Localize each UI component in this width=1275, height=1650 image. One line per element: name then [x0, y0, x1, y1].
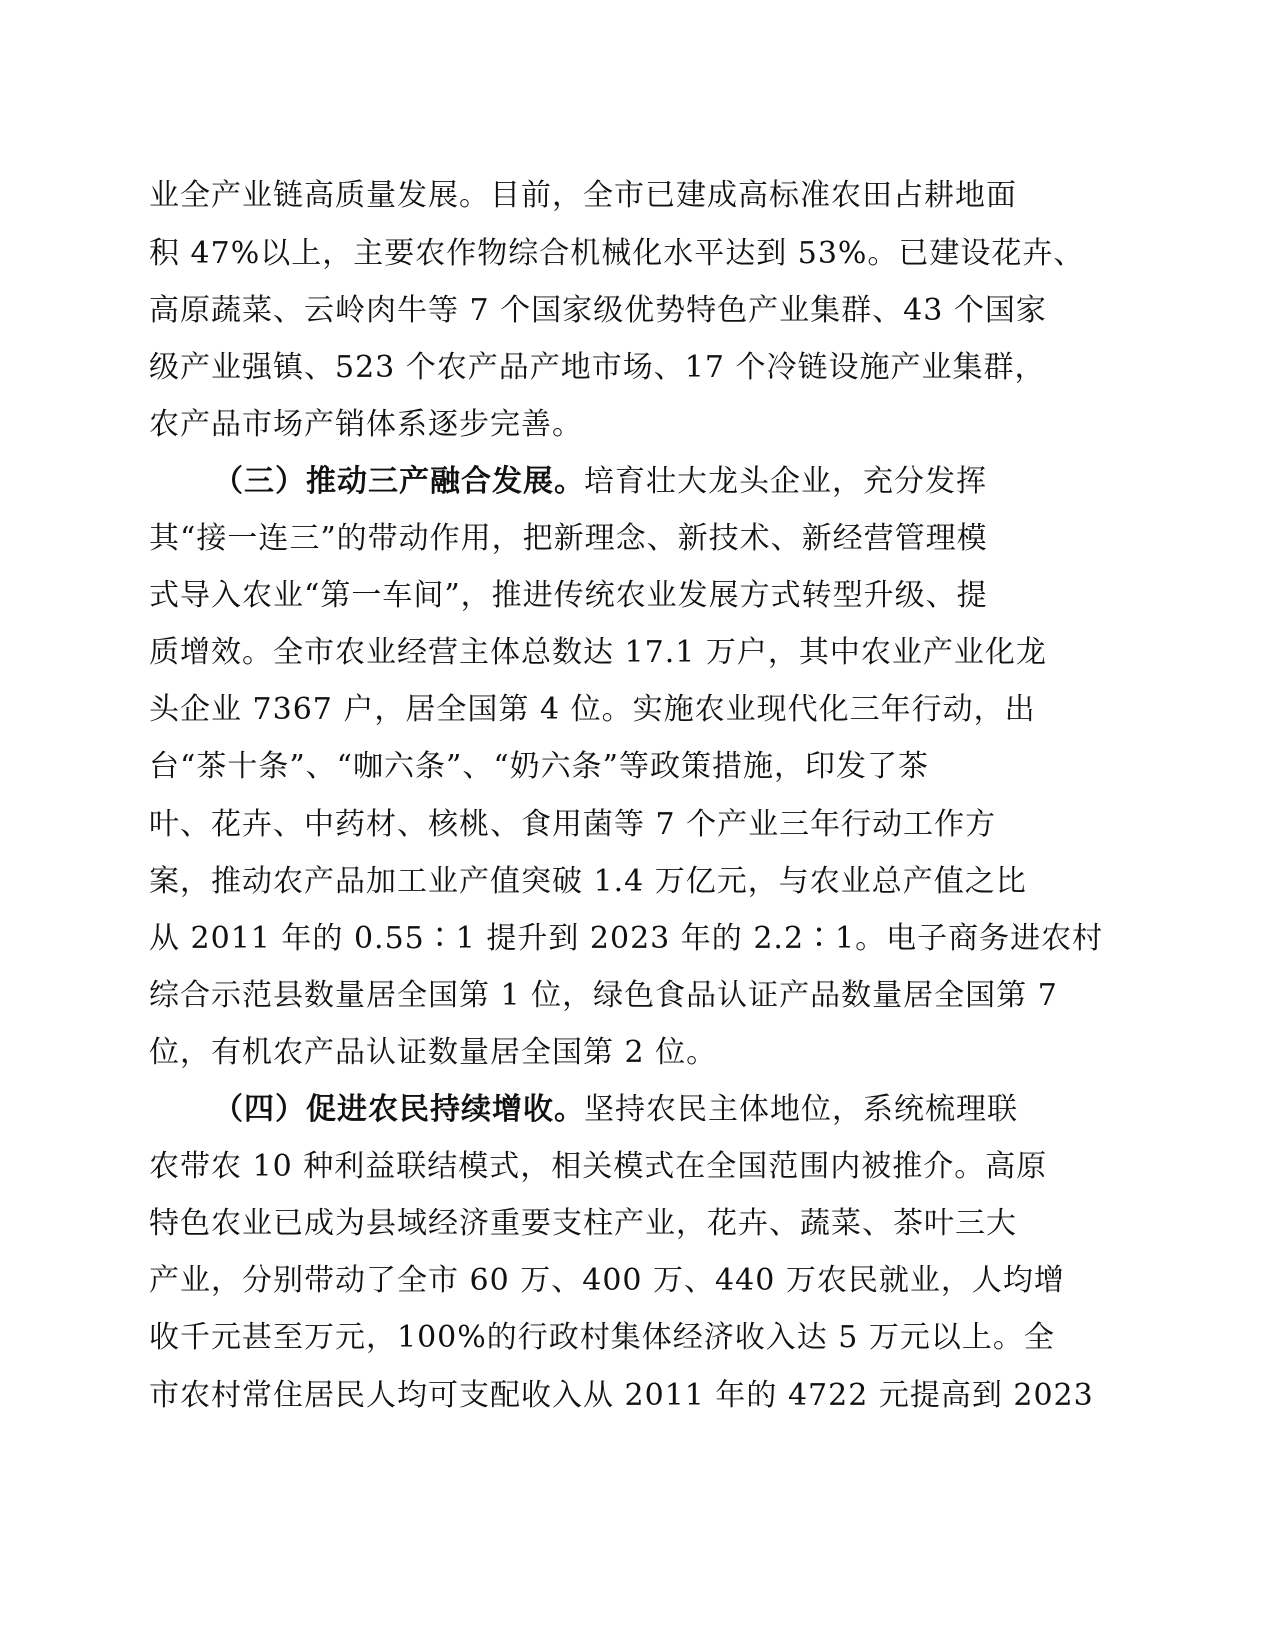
section-three-line-5: 头企业 7367 户，居全国第 4 位。实施农业现代化三年行动，出	[149, 692, 1036, 727]
section-four-line-4: 产业，分别带动了全市 60 万、400 万、440 万农民就业，人均增	[149, 1263, 1065, 1298]
section-three-line-6: 台“茶十条”、“咖六条”、“奶六条”等政策措施，印发了茶	[149, 749, 930, 784]
section-three-line-11: 位，有机农产品认证数量居全国第 2 位。	[149, 1035, 718, 1070]
section-three-line-4: 质增效。全市农业经营主体总数达 17.1 万户，其中农业产业化龙	[149, 635, 1047, 670]
section-three-line-3: 式导入农业“第一车间”，推进传统农业发展方式转型升级、提	[149, 578, 988, 613]
section-three-line-2: 其“接一连三”的带动作用，把新理念、新技术、新经营管理模	[149, 521, 988, 556]
section-three-line-9: 从 2011 年的 0.55∶1 提升到 2023 年的 2.2∶1。电子商务进农村	[149, 921, 1104, 956]
section-four-line-3: 特色农业已成为县域经济重要支柱产业，花卉、蔬菜、茶叶三大	[149, 1206, 1017, 1241]
section-three-line-1: 培育壮大龙头企业，充分发挥	[584, 464, 987, 499]
paragraph-2-line-5: 农产品市场产销体系逐步完善。	[149, 407, 583, 442]
paragraph-2-line-4: 级产业强镇、523 个农产品产地市场、17 个冷链设施产业集群，	[149, 350, 1046, 385]
section-three-line-10: 综合示范县数量居全国第 1 位，绿色食品认证产品数量居全国第 7	[149, 978, 1058, 1013]
section-four-line-6: 市农村常住居民人均可支配收入从 2011 年的 4722 元提高到 2023	[149, 1378, 1094, 1413]
section-four-heading: （四）促进农民持续增收。	[213, 1092, 585, 1127]
section-three-line-7: 叶、花卉、中药材、核桃、食用菌等 7 个产业三年行动工作方	[149, 807, 997, 842]
section-four-line-5: 收千元甚至万元，100%的行政村集体经济收入达 5 万元以上。全	[149, 1320, 1055, 1355]
section-three-line-8: 案，推动农产品加工业产值突破 1.4 万亿元，与农业总产值之比	[149, 864, 1027, 899]
paragraph-2-line-3: 高原蔬菜、云岭肉牛等 7 个国家级优势特色产业集群、43 个国家	[149, 293, 1047, 328]
section-four-line-2: 农带农 10 种利益联结模式，相关模式在全国范围内被推介。高原	[149, 1149, 1048, 1184]
section-four-line-1: 坚持农民主体地位，系统梳理联	[584, 1092, 1018, 1127]
section-three-heading: （三）推动三产融合发展。	[213, 464, 585, 499]
paragraph-2-line-2: 积 47%以上，主要农作物综合机械化水平达到 53%。已建设花卉、	[149, 236, 1085, 271]
paragraph-2-line-1: 业全产业链高质量发展。目前，全市已建成高标准农田占耕地面	[149, 178, 1017, 213]
